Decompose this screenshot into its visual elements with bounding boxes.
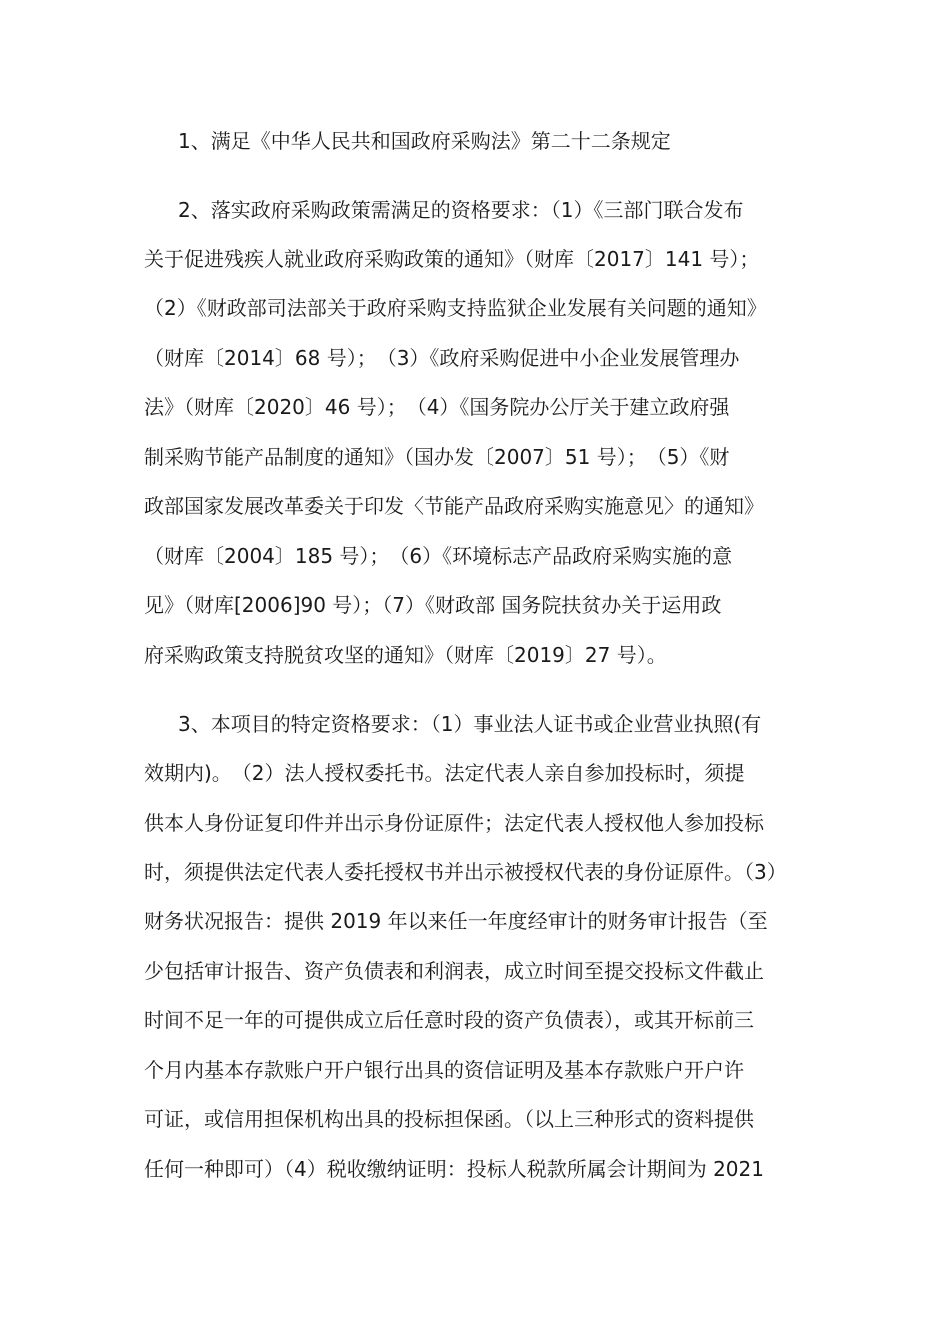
paragraph-2-line-6: 制采购节能产品制度的通知》（国办发〔2007〕51 号）； （5）《财 (144, 445, 730, 469)
paragraph-3-line-9: 可证，或信用担保机构出具的投标担保函。（以上三种形式的资料提供 (144, 1107, 754, 1131)
paragraph-3-line-1: 3、本项目的特定资格要求：（1）事业法人证书或企业营业执照(有 (178, 712, 762, 736)
paragraph-2-line-9: 见》（财库[2006]90 号）；（7）《财政部 国务院扶贫办关于运用政 (144, 593, 722, 617)
paragraph-2-line-10: 府采购政策支持脱贫攻坚的通知》（财库〔2019〕27 号）。 (144, 643, 667, 667)
paragraph-2-line-7: 政部国家发展改革委关于印发〈节能产品政府采购实施意见〉的通知》 (144, 494, 764, 518)
paragraph-2-line-8: （财库〔2004〕185 号）； （6）《环境标志产品政府采购实施的意 (144, 544, 733, 568)
paragraph-2-line-4: （财库〔2014〕68 号）； （3）《政府采购促进中小企业发展管理办 (144, 346, 740, 370)
paragraph-1-line-1: 1、满足《中华人民共和国政府采购法》第二十二条规定 (178, 129, 671, 153)
paragraph-3-line-2: 效期内)。 （2）法人授权委托书。法定代表人亲自参加投标时，须提 (144, 761, 745, 785)
paragraph-3-line-6: 少包括审计报告、资产负债表和利润表，成立时间至提交投标文件截止 (144, 959, 764, 983)
paragraph-3-line-8: 个月内基本存款账户开户银行出具的资信证明及基本存款账户开户许 (144, 1058, 744, 1082)
paragraph-3-line-10: 任何一种即可）（4）税收缴纳证明：投标人税款所属会计期间为 2021 (144, 1157, 764, 1181)
paragraph-2-line-5: 法》（财库〔2020〕46 号）； （4）《国务院办公厅关于建立政府强 (144, 395, 730, 419)
paragraph-3-line-3: 供本人身份证复印件并出示身份证原件；法定代表人授权他人参加投标 (144, 811, 764, 835)
paragraph-3-line-5: 财务状况报告：提供 2019 年以来任一年度经审计的财务审计报告（至 (144, 909, 768, 933)
paragraph-2-line-1: 2、落实政府采购政策需满足的资格要求：（1）《三部门联合发布 (178, 198, 744, 222)
paragraph-2-line-3: （2）《财政部司法部关于政府采购支持监狱企业发展有关问题的通知》 (144, 296, 767, 320)
paragraph-3-line-7: 时间不足一年的可提供成立后任意时段的资产负债表），或其开标前三 (144, 1008, 754, 1032)
paragraph-2-line-2: 关于促进残疾人就业政府采购政策的通知》（财库〔2017〕141 号）； (144, 247, 760, 271)
paragraph-3-line-4: 时，须提供法定代表人委托授权书并出示被授权代表的身份证原件。（3） (144, 860, 787, 884)
